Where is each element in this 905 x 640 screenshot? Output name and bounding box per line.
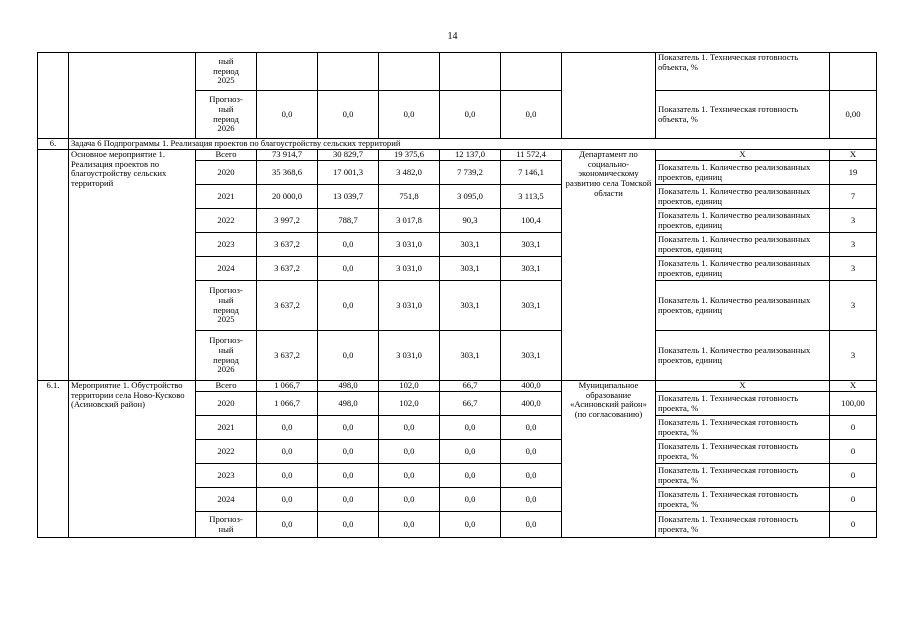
indicator-cell: Показатель 1. Количество реализованных проектов, единиц xyxy=(656,331,830,381)
period-cell: 2022 xyxy=(196,440,257,464)
amount-cell: 0,0 xyxy=(501,512,562,538)
amount-cell: 0,0 xyxy=(318,281,379,331)
amount-cell: 0,0 xyxy=(257,416,318,440)
amount-cell: 11 572,4 xyxy=(501,150,562,161)
indicator-value-cell xyxy=(830,53,877,91)
table-row xyxy=(38,53,877,91)
indicator-cell: Показатель 1. Техническая готовность проекта, % xyxy=(656,488,830,512)
event-name-cell: Основное мероприятие 1. Реализация проектов по благоустройству сельских территорий xyxy=(69,150,196,381)
amount-cell: 30 829,7 xyxy=(318,150,379,161)
indicator-cell: Показатель 1. Техническая готовность проекта, % xyxy=(656,440,830,464)
amount-cell: 303,1 xyxy=(440,233,501,257)
row-number-cell xyxy=(38,53,69,139)
amount-cell: 0,0 xyxy=(440,512,501,538)
amount-cell: 0,0 xyxy=(318,416,379,440)
indicator-value-cell: 7 xyxy=(830,185,877,209)
indicator-value-cell: 3 xyxy=(830,209,877,233)
amount-cell: 0,0 xyxy=(257,488,318,512)
indicator-cell: Показатель 1. Техническая готовность проекта, % xyxy=(656,416,830,440)
amount-cell: 0,0 xyxy=(501,488,562,512)
task-number-cell: 6. xyxy=(38,139,69,150)
period-cell: Всего xyxy=(196,381,257,392)
amount-cell: 66,7 xyxy=(440,381,501,392)
indicator-cell: Показатель 1. Количество реализованных проектов, единиц xyxy=(656,281,830,331)
indicator-value-cell: 0 xyxy=(830,464,877,488)
executor-cell: Департамент по социально-экономическому развитию села Томской области xyxy=(562,150,656,381)
period-cell: Прогноз- ный период 2026 xyxy=(196,331,257,381)
amount-cell: 3 637,2 xyxy=(257,257,318,281)
amount-cell: 0,0 xyxy=(379,488,440,512)
amount-cell: 19 375,6 xyxy=(379,150,440,161)
amount-cell: 303,1 xyxy=(501,257,562,281)
table-body xyxy=(38,53,877,538)
amount-cell: 0,0 xyxy=(501,91,562,139)
amount-cell xyxy=(318,53,379,91)
amount-cell: 3 113,5 xyxy=(501,185,562,209)
amount-cell: 0,0 xyxy=(318,464,379,488)
period-cell: 2021 xyxy=(196,416,257,440)
program-table xyxy=(37,52,877,538)
amount-cell: 0,0 xyxy=(318,440,379,464)
amount-cell: 751,8 xyxy=(379,185,440,209)
amount-cell: 0,0 xyxy=(257,464,318,488)
amount-cell: 303,1 xyxy=(440,257,501,281)
amount-cell: 0,0 xyxy=(379,512,440,538)
amount-cell: 13 039,7 xyxy=(318,185,379,209)
period-cell: Прогноз- ный период 2026 xyxy=(196,91,257,139)
amount-cell: 0,0 xyxy=(379,416,440,440)
amount-cell xyxy=(379,53,440,91)
amount-cell: 12 137,0 xyxy=(440,150,501,161)
amount-cell: 0,0 xyxy=(440,488,501,512)
page-number: 14 xyxy=(447,31,458,42)
amount-cell: 0,0 xyxy=(501,464,562,488)
amount-cell: 7 739,2 xyxy=(440,161,501,185)
row-number-cell xyxy=(38,150,69,381)
amount-cell: 0,0 xyxy=(318,91,379,139)
amount-cell: 498,0 xyxy=(318,381,379,392)
row-number-cell: 6.1. xyxy=(38,381,69,538)
amount-cell: 73 914,7 xyxy=(257,150,318,161)
amount-cell: 3 031,0 xyxy=(379,331,440,381)
amount-cell: 3 017,8 xyxy=(379,209,440,233)
amount-cell xyxy=(501,53,562,91)
period-cell: Прогноз- ный xyxy=(196,512,257,538)
indicator-cell: Показатель 1. Техническая готовность проекта, % xyxy=(656,392,830,416)
amount-cell: 0,0 xyxy=(440,91,501,139)
indicator-value-cell: 0 xyxy=(830,488,877,512)
amount-cell: 0,0 xyxy=(379,440,440,464)
executor-cell: Муниципальное образование «Асиновский район» (по согласованию) xyxy=(562,381,656,538)
amount-cell: 0,0 xyxy=(318,512,379,538)
amount-cell: 0,0 xyxy=(440,440,501,464)
period-cell: 2024 xyxy=(196,257,257,281)
amount-cell: 3 031,0 xyxy=(379,257,440,281)
amount-cell: 1 066,7 xyxy=(257,381,318,392)
indicator-value-cell: Х xyxy=(830,381,877,392)
period-cell: 2023 xyxy=(196,233,257,257)
table-row xyxy=(38,139,877,150)
event-name-cell: Мероприятие 1. Обустройство территории села Ново-Кусково (Асиновский район) xyxy=(69,381,196,538)
indicator-cell: Показатель 1. Техническая готовность проекта, % xyxy=(656,512,830,538)
indicator-value-cell: 3 xyxy=(830,257,877,281)
amount-cell: 3 997,2 xyxy=(257,209,318,233)
event-name-cell xyxy=(69,53,196,139)
amount-cell: 0,0 xyxy=(379,91,440,139)
amount-cell: 0,0 xyxy=(318,257,379,281)
amount-cell: 303,1 xyxy=(440,331,501,381)
indicator-cell: Показатель 1. Техническая готовность объекта, % xyxy=(656,91,830,139)
period-cell: 2021 xyxy=(196,185,257,209)
period-cell: 2020 xyxy=(196,392,257,416)
amount-cell: 303,1 xyxy=(501,331,562,381)
amount-cell: 20 000,0 xyxy=(257,185,318,209)
amount-cell: 0,0 xyxy=(257,512,318,538)
amount-cell xyxy=(440,53,501,91)
indicator-value-cell: 100,00 xyxy=(830,392,877,416)
amount-cell: 3 095,0 xyxy=(440,185,501,209)
indicator-value-cell: 0 xyxy=(830,416,877,440)
amount-cell: 3 637,2 xyxy=(257,233,318,257)
indicator-value-cell: 19 xyxy=(830,161,877,185)
indicator-cell: Показатель 1. Количество реализованных проектов, единиц xyxy=(656,209,830,233)
amount-cell: 788,7 xyxy=(318,209,379,233)
period-cell: Прогноз- ный период 2025 xyxy=(196,281,257,331)
indicator-cell: Показатель 1. Количество реализованных проектов, единиц xyxy=(656,257,830,281)
amount-cell: 0,0 xyxy=(440,464,501,488)
amount-cell: 17 001,3 xyxy=(318,161,379,185)
indicator-value-cell: 3 xyxy=(830,233,877,257)
period-cell: Всего xyxy=(196,150,257,161)
amount-cell: 3 031,0 xyxy=(379,233,440,257)
amount-cell: 0,0 xyxy=(501,440,562,464)
amount-cell: 1 066,7 xyxy=(257,392,318,416)
indicator-value-cell: 3 xyxy=(830,281,877,331)
indicator-value-cell: Х xyxy=(830,150,877,161)
amount-cell: 0,0 xyxy=(440,416,501,440)
amount-cell: 400,0 xyxy=(501,381,562,392)
amount-cell: 0,0 xyxy=(318,331,379,381)
indicator-cell: Х xyxy=(656,381,830,392)
period-cell: 2023 xyxy=(196,464,257,488)
amount-cell: 100,4 xyxy=(501,209,562,233)
amount-cell xyxy=(257,53,318,91)
period-cell: ный период 2025 xyxy=(196,53,257,91)
indicator-cell: Показатель 1. Техническая готовность объекта, % xyxy=(656,53,830,91)
period-cell: 2020 xyxy=(196,161,257,185)
indicator-value-cell: 0 xyxy=(830,512,877,538)
amount-cell: 498,0 xyxy=(318,392,379,416)
amount-cell: 102,0 xyxy=(379,381,440,392)
amount-cell: 102,0 xyxy=(379,392,440,416)
amount-cell: 0,0 xyxy=(257,91,318,139)
amount-cell: 0,0 xyxy=(379,464,440,488)
executor-cell xyxy=(562,53,656,139)
indicator-cell: Показатель 1. Количество реализованных проектов, единиц xyxy=(656,161,830,185)
indicator-cell: Показатель 1. Техническая готовность проекта, % xyxy=(656,464,830,488)
task-title-cell: Задача 6 Подпрограммы 1. Реализация проектов по благоустройству сельских территорий xyxy=(69,139,877,150)
indicator-cell: Показатель 1. Количество реализованных проектов, единиц xyxy=(656,233,830,257)
amount-cell: 303,1 xyxy=(501,281,562,331)
amount-cell: 0,0 xyxy=(501,416,562,440)
amount-cell: 90,3 xyxy=(440,209,501,233)
indicator-cell: Показатель 1. Количество реализованных проектов, единиц xyxy=(656,185,830,209)
amount-cell: 3 637,2 xyxy=(257,281,318,331)
amount-cell: 66,7 xyxy=(440,392,501,416)
amount-cell: 3 031,0 xyxy=(379,281,440,331)
period-cell: 2022 xyxy=(196,209,257,233)
amount-cell: 303,1 xyxy=(440,281,501,331)
amount-cell: 35 368,6 xyxy=(257,161,318,185)
indicator-value-cell: 0 xyxy=(830,440,877,464)
amount-cell: 303,1 xyxy=(501,233,562,257)
indicator-value-cell: 3 xyxy=(830,331,877,381)
amount-cell: 0,0 xyxy=(257,440,318,464)
indicator-cell: Х xyxy=(656,150,830,161)
amount-cell: 3 637,2 xyxy=(257,331,318,381)
period-cell: 2024 xyxy=(196,488,257,512)
amount-cell: 0,0 xyxy=(318,233,379,257)
indicator-value-cell: 0,00 xyxy=(830,91,877,139)
amount-cell: 400,0 xyxy=(501,392,562,416)
amount-cell: 0,0 xyxy=(318,488,379,512)
table-row xyxy=(38,381,877,392)
amount-cell: 7 146,1 xyxy=(501,161,562,185)
amount-cell: 3 482,0 xyxy=(379,161,440,185)
table-row xyxy=(38,150,877,161)
